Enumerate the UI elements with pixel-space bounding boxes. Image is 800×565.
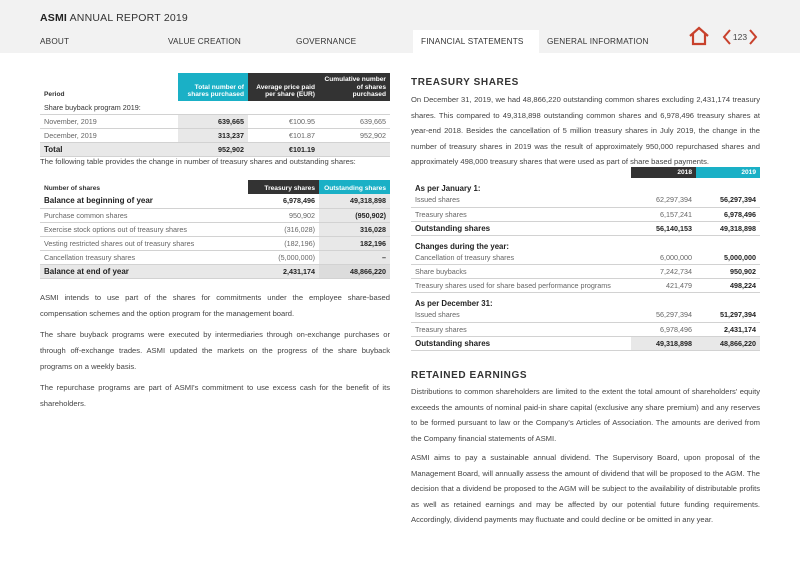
column-header: Number of shares (40, 180, 248, 194)
table-row (40, 250, 390, 264)
table-header (40, 180, 390, 194)
cell: (182,196) (248, 236, 319, 250)
column-header: Treasury shares (248, 180, 319, 194)
cell: 313,237 (178, 129, 248, 143)
cell: Cancellation of treasury shares (411, 251, 631, 265)
total-row (411, 221, 760, 235)
cell: 48,866,220 (319, 264, 390, 278)
paragraph: The repurchase programs are part of ASMI's commitment to use excess cash for the benefit of its shareholders. (40, 383, 390, 408)
table-row (40, 129, 390, 143)
cell: 421,479 (631, 279, 696, 293)
cell: Balance at end of year (40, 264, 248, 278)
cell: Exercise stock options out of treasury shares (40, 222, 248, 236)
section-label: As per January 1: (415, 184, 481, 193)
table-row (40, 101, 390, 115)
cell: 639,665 (319, 115, 390, 129)
cell: 56,297,394 (631, 308, 696, 322)
cell: Share buybacks (411, 265, 631, 279)
cell: (5,000,000) (248, 250, 319, 264)
table-row (411, 279, 760, 293)
section-row (411, 178, 760, 193)
paragraph: ASMI aims to pay a sustainable annual dividend. The Supervisory Board, upon proposal of the Management Board, will annually assess the amount of dividend that will be proposed to the AGM. The decision that a dividend be proposed to the AGM will be subject to the availability of distributable profits as well as retained earnings and may be affected by our potential future funding requirements. Accordingly, dividend payments may fluctuate and could decline or be omitted in any year. (411, 453, 760, 524)
cell: Outstanding shares (411, 336, 631, 350)
cell: 6,978,496 (696, 207, 760, 221)
cell: Total (40, 143, 178, 157)
cell: 2,431,174 (696, 322, 760, 336)
cell: 49,318,898 (631, 336, 696, 350)
table-row (40, 222, 390, 236)
nav-about[interactable]: ABOUT (40, 37, 70, 46)
cell: Treasury shares (411, 207, 631, 221)
main-nav (0, 30, 800, 53)
cell: 6,978,496 (248, 194, 319, 208)
table-header (40, 73, 390, 101)
home-icon[interactable] (688, 26, 710, 46)
column-header: Period (40, 73, 178, 101)
intro-text: The following table provides the change in number of treasury shares and outstanding shares: (40, 157, 356, 166)
column-header: Outstanding shares (319, 180, 390, 194)
total-row (411, 336, 760, 350)
cell: Issued shares (411, 193, 631, 207)
cell: (316,028) (248, 222, 319, 236)
shares-table (40, 180, 390, 279)
cell: December, 2019 (40, 129, 178, 143)
cell: November, 2019 (40, 115, 178, 129)
program-label: Share buyback program 2019: (40, 101, 390, 115)
cell: 6,157,241 (631, 207, 696, 221)
cell: 952,902 (319, 129, 390, 143)
cell: Issued shares (411, 308, 631, 322)
table-row (411, 322, 760, 336)
cell: 62,297,394 (631, 193, 696, 207)
column-header (411, 167, 631, 178)
nav-value-creation[interactable]: VALUE CREATION (168, 37, 242, 46)
cell: 48,866,220 (696, 336, 760, 350)
cell: Outstanding shares (411, 221, 631, 235)
cell: 316,028 (319, 222, 390, 236)
table-row (411, 207, 760, 221)
table-row (40, 194, 390, 208)
cell: €101.19 (248, 143, 319, 157)
cell: 639,665 (178, 115, 248, 129)
table-row (40, 115, 390, 129)
column-header: 2018 (631, 167, 696, 178)
cell: 950,902 (248, 208, 319, 222)
cell: 6,978,496 (631, 322, 696, 336)
cell: – (319, 250, 390, 264)
nav-financial-statements[interactable]: FINANCIAL STATEMENTS (413, 30, 539, 53)
paragraph: The share buyback programs were executed by intermediaries through on-exchange purchases or through off-exchange trades. ASMI updated the markets on the progress of the share buyback programs on a weekly basis. (40, 330, 390, 371)
cell: 950,902 (696, 265, 760, 279)
cell: €101.87 (248, 129, 319, 143)
cell: €100.95 (248, 115, 319, 129)
paragraph: On December 31, 2019, we had 48,866,220 outstanding common shares excluding 2,431,174 treasury shares. This compared to 49,318,898 outstanding common shares and 6,978,496 treasury shares at year-end 2018. Besides the cancellation of 5 million treasury shares in July 2019, the change in the number of treasury shares in 2019 was the result of approximately 950,000 repurchased shares and approximately 498,000 treasury shares that were used as part of share based payments. (411, 95, 760, 166)
cell: 5,000,000 (696, 251, 760, 265)
report-header (0, 0, 800, 53)
year-table (411, 167, 760, 351)
report-title: ASMI ANNUAL REPORT 2019 (40, 12, 188, 24)
section-label: Changes during the year: (415, 241, 510, 251)
table-row (40, 208, 390, 222)
paragraph: Distributions to common shareholders are limited to the extent the total amount of shareholders' equity exceeds the amounts of nominal paid-in share capital (exclusive any share premium) and any reserves to be formed pursuant to law or the Company's Articles of Association. The amounts are derived from the Company financial statements of ASMI. (411, 387, 760, 443)
cell: 952,902 (178, 143, 248, 157)
cell: Vesting restricted shares out of treasury shares (40, 236, 248, 250)
cell: 182,196 (319, 236, 390, 250)
cell: 2,431,174 (248, 264, 319, 278)
cell: 498,224 (696, 279, 760, 293)
cell: 6,000,000 (631, 251, 696, 265)
paragraph: ASMI intends to use part of the shares for commitments under the employee share-based compensation schemes and the option program for the management board. (40, 293, 390, 318)
cell: (950,902) (319, 208, 390, 222)
table-row (411, 193, 760, 207)
table-header (411, 167, 760, 178)
cell: Treasury shares used for share based performance programs (411, 279, 631, 293)
page-number: 123 (732, 32, 748, 42)
section-label: As per December 31: (415, 299, 493, 308)
table-row (411, 308, 760, 322)
cell: Purchase common shares (40, 208, 248, 222)
chevron-right-icon[interactable] (748, 28, 758, 46)
nav-governance[interactable]: GOVERNANCE (296, 37, 357, 46)
column-header: Total number of shares purchased (178, 73, 248, 101)
column-header: Cumulative number of shares purchased (319, 73, 390, 101)
cell: 49,318,898 (319, 194, 390, 208)
section-title: RETAINED EARNINGS (411, 370, 528, 381)
table-row (411, 265, 760, 279)
section-title: TREASURY SHARES (411, 77, 519, 88)
cell: 56,140,153 (631, 221, 696, 235)
table-row (40, 236, 390, 250)
section-row (411, 293, 760, 309)
cell: 49,318,898 (696, 221, 760, 235)
column-header: Average price paid per share (EUR) (248, 73, 319, 101)
cell: 7,242,734 (631, 265, 696, 279)
buyback-table (40, 73, 390, 157)
cell: 56,297,394 (696, 193, 760, 207)
total-row (40, 264, 390, 278)
section-row (411, 235, 760, 251)
table-row (411, 251, 760, 265)
cell: Balance at beginning of year (40, 194, 248, 208)
column-header: 2019 (696, 167, 760, 178)
cell: 51,297,394 (696, 308, 760, 322)
cell: Cancellation treasury shares (40, 250, 248, 264)
nav-general-information[interactable]: GENERAL INFORMATION (547, 37, 649, 46)
cell: Treasury shares (411, 322, 631, 336)
